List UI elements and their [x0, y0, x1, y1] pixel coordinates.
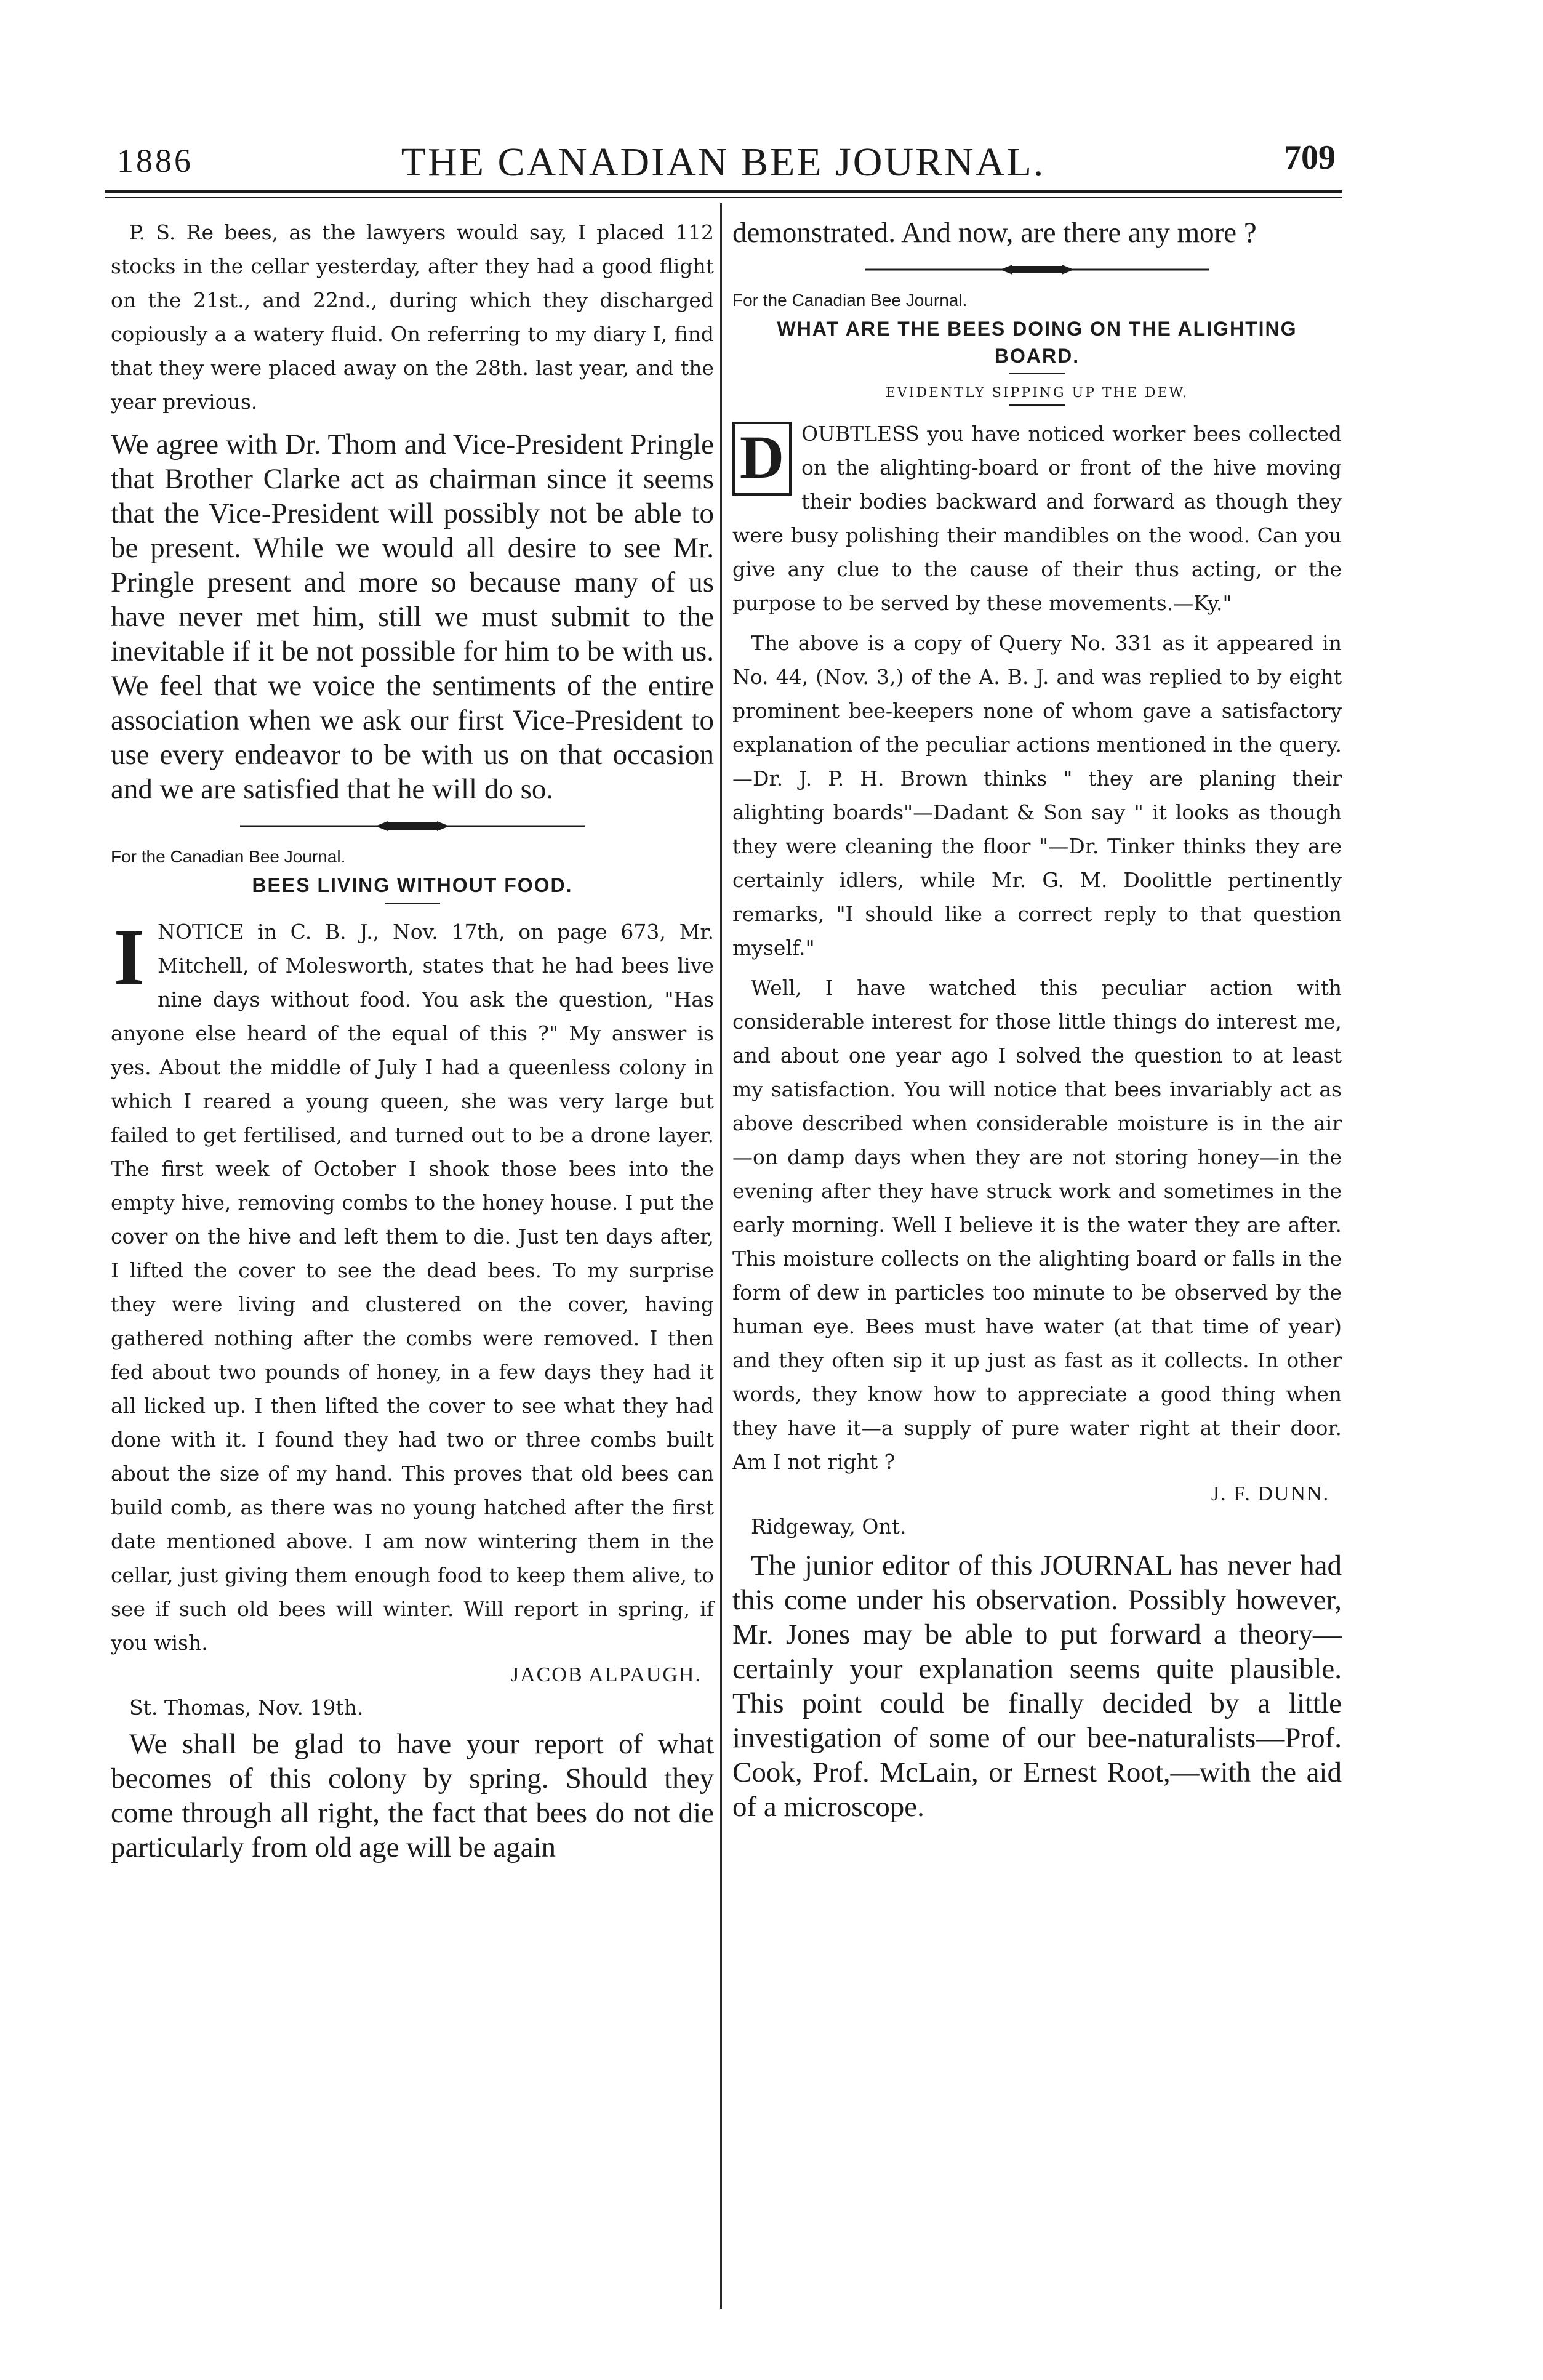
article-first-paragraph: OUBTLESS you have noticed worker bees collected on the alighting-board or front of the hive moving their bodies backward and forward as though they were busy polishing their mandibles on the wood. Can you give any clue to the cause of their thus acting, or the purpose to be served by these movements.—Ky."	[732, 422, 1342, 615]
author-place-date: St. Thomas, Nov. 19th.	[129, 1695, 364, 1719]
journal-title: THE CANADIAN BEE JOURNAL.	[401, 140, 1046, 185]
article-paragraph-2: The above is a copy of Query No. 331 as it appeared in No. 44, (Nov. 3,) of the A. B. J. and was replied to by eight prominent bee-keepers none of whom gave a satisfactory explanation of the peculiar actions mentioned in the query.—Dr. J. P. H. Brown thinks " they are planing their alighting boards"—Dadant & Son say " it looks as though they were cleaning the floor "—Dr. Tinker thinks they are certainly idlers, while Mr. G. M. Doolittle pertinently remarks, "I should like a correct reply to that question myself."	[732, 631, 1342, 960]
page-number: 709	[1284, 139, 1336, 177]
article-paragraph-3: Well, I have watched this peculiar action with considerable interest for those little things do interest me, and about one year ago I solved the question to at least my satisfaction. You will notice that bees invariably act as above described when considerable moisture is in the air—on damp days when they are not storing honey—in the evening after they have struck work and sometimes in the early morning. Well I believe it is the water they are after. This moisture collects on the alighting board or falls in the form of dew in particles too minute to be observed by the human eye. Bees must have water (at that time of year) and they often sip it up just as fast as it collects. In other words, they know how to appreciate a good thing when they have it—a supply of pure water right at their door. Am I not right ?	[732, 976, 1342, 1474]
heading-rule	[385, 903, 440, 904]
dropcap-letter: D	[732, 422, 792, 496]
header-rule-thin	[105, 197, 1342, 198]
continuation-text: demonstrated. And now, are there any more ?	[732, 217, 1257, 249]
header-rule-thick	[105, 190, 1342, 193]
article-heading: WHAT ARE THE BEES DOING ON THE ALIGHTING BOARD.	[777, 318, 1297, 367]
article-first-paragraph: NOTICE in C. B. J., Nov. 17th, on page 673, Mr. Mitchell, of Molesworth, states that he had bees live nine days without food. You ask the question, "Has anyone else heard of the equal of this ?" My answer is yes. About the middle of July I had a queenless colony in which I reared a young queen, she was very large but failed to get fertilised, and turned out to be a drone layer. The first week of October I shook those bees into the empty hive, removing combs to the honey house. I put the cover on the hive and left them to die. Just ten days after, I lifted the cover to see the dead bees. To my surprise they were living and clustered on the cover, having gathered nothing after the combs were removed. I then fed about two pounds of honey, in a few days they had it all licked up. I then lifted the cover to see what they had done with it. I found they had two or three combs built about the size of my hand. This proves that old bees can build comb, as there was no young hatched after the first date mentioned above. I am now wintering them in the cellar, just giving them enough food to keep them alive, to see if such old bees will winter. Will report in spring, if you wish.	[111, 920, 714, 1655]
ornament-divider	[865, 263, 1209, 276]
right-column	[732, 215, 1342, 1824]
article-source-line: For the Canadian Bee Journal.	[732, 291, 968, 310]
editor-note-chairman: We agree with Dr. Thom and Vice-President Pringle that Brother Clarke act as chairman since it seems that the Vice-President will possibly not be able to be present. While we would all desire to see Mr. Pringle present and more so because many of us have never met him, still we must submit to the inevitable if it be not possible for him to be with us. We feel that we voice the sentiments of the entire association when we ask our first Vice-President to use every endeavor to be with us on that occasion and we are satisfied that he will do so.	[111, 428, 714, 805]
author-signature: J. F. DUNN.	[1211, 1482, 1329, 1505]
article-body	[111, 915, 714, 1660]
column-divider	[720, 203, 722, 2309]
page-header	[105, 135, 1342, 197]
author-signature: JACOB ALPAUGH.	[510, 1663, 702, 1686]
subheading-rule	[1009, 404, 1065, 406]
ps-paragraph: P. S. Re bees, as the lawyers would say, I placed 112 stocks in the cellar yesterday, after they had a good flight on the 21st., and 22nd., during which they discharged copiously a a watery fluid. On referring to my diary I, find that they were placed away on the 28th. last year, and the year previous.	[111, 220, 714, 414]
journal-page	[105, 117, 1342, 2321]
header-left-number: 1886	[117, 142, 193, 179]
left-column	[111, 215, 714, 1865]
article-heading: BEES LIVING WITHOUT FOOD.	[252, 874, 573, 896]
editor-note-microscope: The junior editor of this JOURNAL has never had this come under his observation. Possibly however, Mr. Jones may be able to put forward a theory—certainly your explanation seems quite plausible. This point could be finally decided by a little investigation of some of our bee-naturalists—Prof. Cook, Prof. McLain, or Ernest Root,—with the aid of a microscope.	[732, 1550, 1342, 1823]
editor-note-colony: We shall be glad to have your report of what becomes of this colony by spring. Should they come through all right, the fact that bees do not die particularly from old age will be again	[111, 1728, 714, 1863]
dropcap-letter: I	[113, 913, 145, 1002]
ornament-divider	[240, 820, 585, 832]
article-body	[732, 417, 1342, 620]
heading-rule	[1009, 373, 1065, 374]
author-place: Ridgeway, Ont.	[751, 1514, 907, 1538]
article-subheading: EVIDENTLY SIPPING UP THE DEW.	[885, 385, 1189, 401]
article-source-line: For the Canadian Bee Journal.	[111, 847, 346, 866]
